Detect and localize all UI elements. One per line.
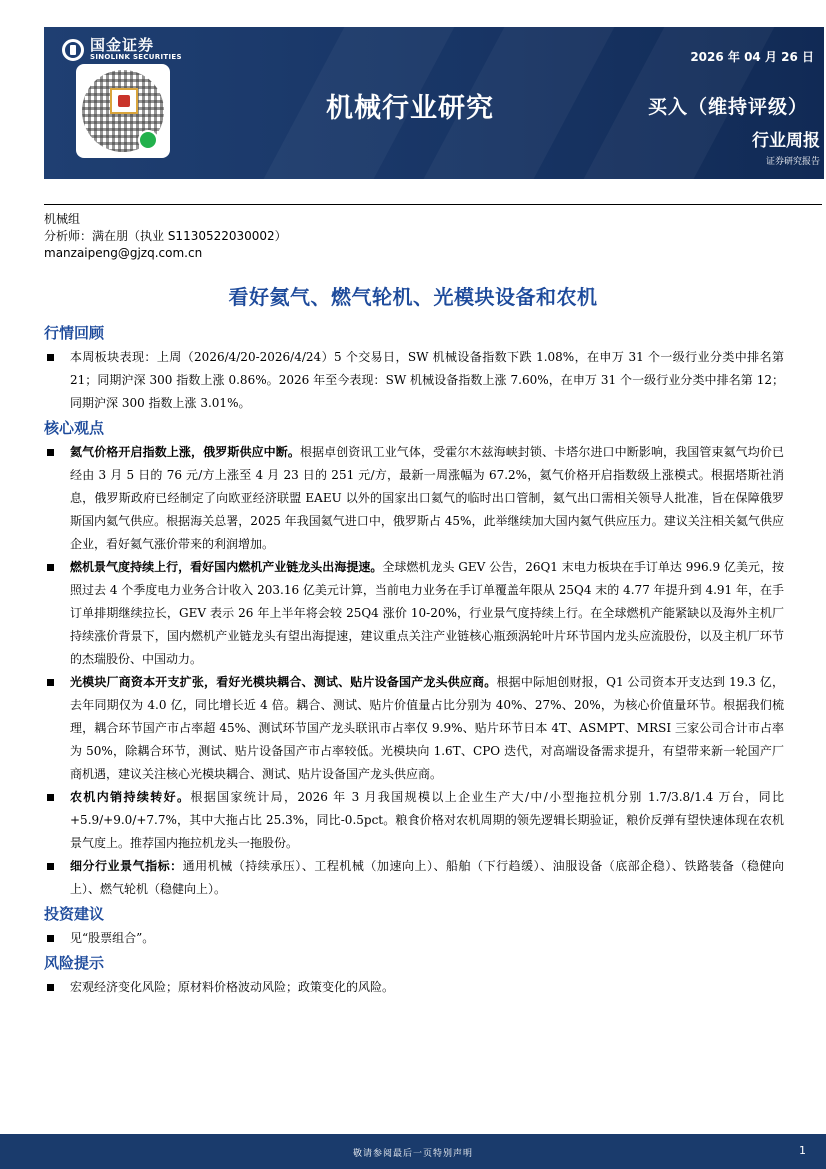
list-item — [44, 927, 784, 950]
item-text: 通用机械（持续承压）、工程机械（加速向上）、船舶（下行趋缓）、油服设备（底部企稳）、铁路装备（稳健向上）、燃气轮机（稳健向上）。 — [70, 859, 784, 896]
analyst-group: 机械组 — [44, 212, 81, 226]
report-title: 机械行业研究 — [326, 93, 494, 124]
item-text: 根据卓创资讯工业气体，受霍尔木兹海峡封锁、卡塔尔进口中断影响，我国管束氦气均价已经由 3 月 5 日的 76 元/方上涨至 4 月 23 日的 251 元/方，最新一周涨幅为 67.2%，氦气价格开启指数级上涨模式。根据塔斯社消息，俄罗斯政府已经制定了向欧亚经济联盟 EAEU 以外的国家出口氦气的临时出口管制，氦气出口需相关领导人批准，旨在保障俄罗斯国内氦气供应。根据海关总署，2025 年我国氦气进口中，俄罗斯占 45%，此举继续加大国内氦气供应压力。建议关注相关氦气供应企业，看好氦气涨价带来的利润增加。 — [70, 445, 784, 551]
rating-label: 买入（维持评级） — [647, 96, 808, 118]
qr-center-logo-icon — [110, 88, 138, 114]
item-bold-lead: 光模块厂商资本开支扩张，看好光模块耦合、测试、贴片设备国产龙头供应商。 — [70, 675, 497, 689]
section-title-market-review: 行情回顾 — [44, 324, 105, 342]
list-item — [44, 441, 784, 556]
item-text: 本周板块表现：上周（2026/4/20-2026/4/24）5 个交易日，SW 机械设备指数下跌 1.08%，在申万 31 个一级行业分类中排名第 21；同期沪深 300 指数上涨 0.86%。2026 年至今表现：SW 机械设备指数上涨 7.60%，在申万 31 个一级行业分类中排名第 12；同期沪深 300 指数上涨 3.01%。 — [70, 350, 784, 410]
wechat-icon — [138, 130, 158, 150]
item-text: 根据中际旭创财报，Q1 公司资本开支达到 19.3 亿，去年同期仅为 4.0 亿，同比增长近 4 倍。耦合、测试、贴片价值量占比分别为 40%、27%、20%，为核心价值量环节。根据我们梳理，耦合环节国产市占率超 45%、测试环节国产龙头联讯市占率仅 9.9%、贴片环节日本 4T、ASMPT、MRSI 三家公司合计市占率为 50%，除耦合环节，测试、贴片设备国产市占率较低。光模块向 1.6T、CPO 迭代，对高端设备需求提升，有望带来新一轮国产厂商机遇，建议关注核心光模块耦合、测试、贴片设备国产龙头供应商。 — [70, 675, 784, 781]
divider — [44, 204, 822, 205]
logo-icon — [62, 39, 84, 61]
list-item — [44, 976, 784, 999]
item-text: 根据国家统计局，2026 年 3 月我国规模以上企业生产大/中/小型拖拉机分别 1.7/3.8/1.4 万台，同比+5.9/+9.0/+7.7%，其中大拖占比 25.3%，同比-0.5pct。粮食价格对农机周期的领先逻辑长期验证，粮价反弹有望快速体现在农机景气度上。推荐国内拖拉机龙头一拖股份。 — [70, 790, 784, 850]
bullet-square-icon — [47, 863, 54, 870]
list-item — [44, 786, 784, 855]
bullet-square-icon — [47, 984, 54, 991]
logo-name-cn: 国金证券 — [90, 36, 155, 54]
item-text: 见“股票组合”。 — [70, 931, 155, 945]
list-item — [44, 556, 784, 671]
list-item — [44, 346, 784, 415]
item-bold-lead: 氦气价格开启指数上涨，俄罗斯供应中断。 — [70, 445, 300, 459]
bullet-square-icon — [47, 679, 54, 686]
qr-code — [76, 64, 170, 158]
analyst-name: 分析师：满在朋（执业 S1130522030002） — [44, 229, 287, 243]
item-text: 宏观经济变化风险；原材料价格波动风险；政策变化的风险。 — [70, 980, 395, 994]
page-number: 1 — [799, 1144, 806, 1157]
brand-logo — [62, 37, 182, 62]
bullet-square-icon — [47, 794, 54, 801]
list-item — [44, 855, 784, 901]
bullet-square-icon — [47, 935, 54, 942]
item-bold-lead: 细分行业景气指标： — [70, 859, 183, 873]
bullet-square-icon — [47, 449, 54, 456]
item-text: 全球燃机龙头 GEV 公告，26Q1 末电力板块在手订单达 996.9 亿美元，按照过去 4 个季度电力业务合计收入 203.16 亿美元计算，当前电力业务在手订单覆盖年限从 25Q4 末的 4.77 年提升到 4.91 年，在手订单排期继续拉长，GEV 表示 26 年上半年将会较 25Q4 涨价 10-20%，行业景气度持续上行。在全球燃机产能紧缺以及海外主机厂持续涨价背景下，国内燃机产业链龙头有望出海提速，建议重点关注产业链核心瓶颈涡轮叶片环节国内龙头应流股份，以及主机厂环节的杰瑞股份、中国动力。 — [70, 560, 784, 666]
item-bold-lead: 燃机景气度持续上行，看好国内燃机产业链龙头出海提速。 — [70, 560, 383, 574]
report-date: 2026 年 04 月 26 日 — [690, 50, 814, 64]
analyst-email[interactable]: manzaipeng@gjzq.com.cn — [44, 246, 203, 260]
bullet-square-icon — [47, 564, 54, 571]
analyst-info — [44, 211, 287, 262]
report-body — [44, 320, 784, 999]
page-footer — [0, 1134, 826, 1169]
section-title-investment-advice: 投资建议 — [44, 905, 105, 923]
section-title-core-views: 核心观点 — [44, 419, 105, 437]
report-headline: 看好氦气、燃气轮机、光模块设备和农机 — [228, 285, 598, 309]
report-type: 行业周报 — [752, 131, 820, 151]
list-item — [44, 671, 784, 786]
bullet-square-icon — [47, 354, 54, 361]
item-bold-lead: 农机内销持续转好。 — [70, 790, 191, 804]
report-category: 证券研究报告 — [765, 157, 820, 167]
logo-name-en: SINOLINK SECURITIES — [90, 53, 182, 61]
section-title-risk-warning: 风险提示 — [44, 954, 105, 972]
footer-disclaimer: 敬请参阅最后一页特别声明 — [352, 1149, 473, 1159]
